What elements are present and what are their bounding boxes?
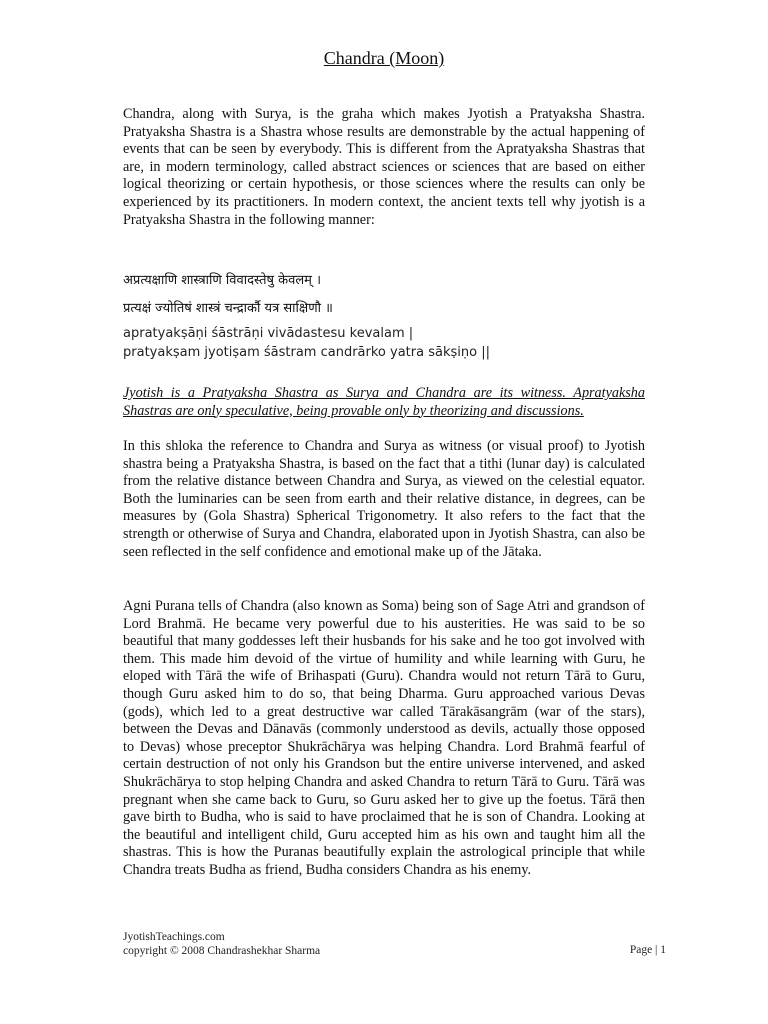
footer-copyright: copyright © 2008 Chandrashekhar Sharma (123, 945, 321, 957)
footer-site-link[interactable]: JyotishTeachings.com (123, 931, 225, 943)
shloka-devanagari-line-2: प्रत्यक्षं ज्योतिषं शास्त्रं चन्द्रार्कौ यत्र साक्षिणौ ॥ (123, 301, 333, 316)
mythology-paragraph: Agni Purana tells of Chandra (also known as Soma) being son of Sage Atri and grandson of Lord Brahmā. He became very powerful due to his austerities. He was said to be so beautiful that many goddesses left their husbands for his sake and he too got involved with them. This made him devoid of the virtue of humility and while learning with Guru, he eloped with Tārā the wife of Brihaspati (Guru). Chandra would not return Tārā to Guru, though Guru asked him to do so, that being Dharma. Guru approached various Devas (gods), which led to a great destructive war called Tārakāsangrām (war of the stars), between the Devas and Dānavās (commonly understood as devils, actually those opposed to Devas) whose preceptor Shukrāchārya was helping Chandra. Lord Brahmā fearful of certain destruction of not only his Grandson but the entire universe intervened, and asked Shukrāchārya to stop helping Chandra and asked Chandra to return Tārā to Guru. Tārā was pregnant when she came back to Guru, so Guru asked her to give up the foetus. Tārā then gave birth to Budha, who is said to have proclaimed that he is son of Chandra. Looking at the beautiful and intelligent child, Guru accepted him as his own and taught him all the shastras. This is how the Puranas beautifully explain the astrological principle that while Chandra treats Budha as friend, Budha considers Chandra as his enemy. (123, 598, 645, 878)
explanation-paragraph: In this shloka the reference to Chandra and Surya as witness (or visual proof) to Jyotish shastra being a Pratyaksha Shastra, is based on the fact that a tithi (lunar day) is calculated from the relative distance between Chandra and Surya, as viewed on the celestial equator. Both the luminaries can be seen from earth and their relative distance, in degrees, can be measures by (Gola Shastra) Spherical Trigonometry. It also refers to the fact that the strength or otherwise of Surya and Chandra, elaborated upon in Jyotish Shastra, can also be seen reflected in the self confidence and emotional make up of the Jātaka. (123, 438, 645, 560)
shloka-transliteration-line-2: pratyakṣam jyotiṣam śāstram candrārko yatra sākṣiṇo || (123, 345, 490, 360)
footer (123, 930, 320, 958)
shloka-translation: Jyotish is a Pratyaksha Shastra as Surya and Chandra are its witness. Apratyaksha Shastras are only speculative, being provable only by theorizing and discussions. (123, 385, 645, 419)
intro-paragraph: Chandra, along with Surya, is the graha which makes Jyotish a Pratyaksha Shastra. Pratyaksha Shastra is a Shastra whose results are demonstrable by the actual happening of events that can be seen by everybody. This is different from the Apratyaksha Shastras that are, in modern terminology, called abstract sciences or sciences that are based on either logical theorizing or certain hypothesis, or those sciences where the results can only be experienced by its practitioners. In modern context, the ancient texts tell why jyotish is a Pratyaksha Shastra in the following manner: (123, 106, 645, 228)
page-number: Page | 1 (629, 944, 666, 956)
page-title: Chandra (Moon) (323, 48, 445, 68)
shloka-transliteration-line-1: apratyakṣāṇi śāstrāṇi vivādastesu kevalam | (123, 326, 414, 341)
shloka-devanagari-line-1: अप्रत्यक्षाणि शास्त्राणि विवादस्तेषु केवलम् । (123, 273, 321, 288)
